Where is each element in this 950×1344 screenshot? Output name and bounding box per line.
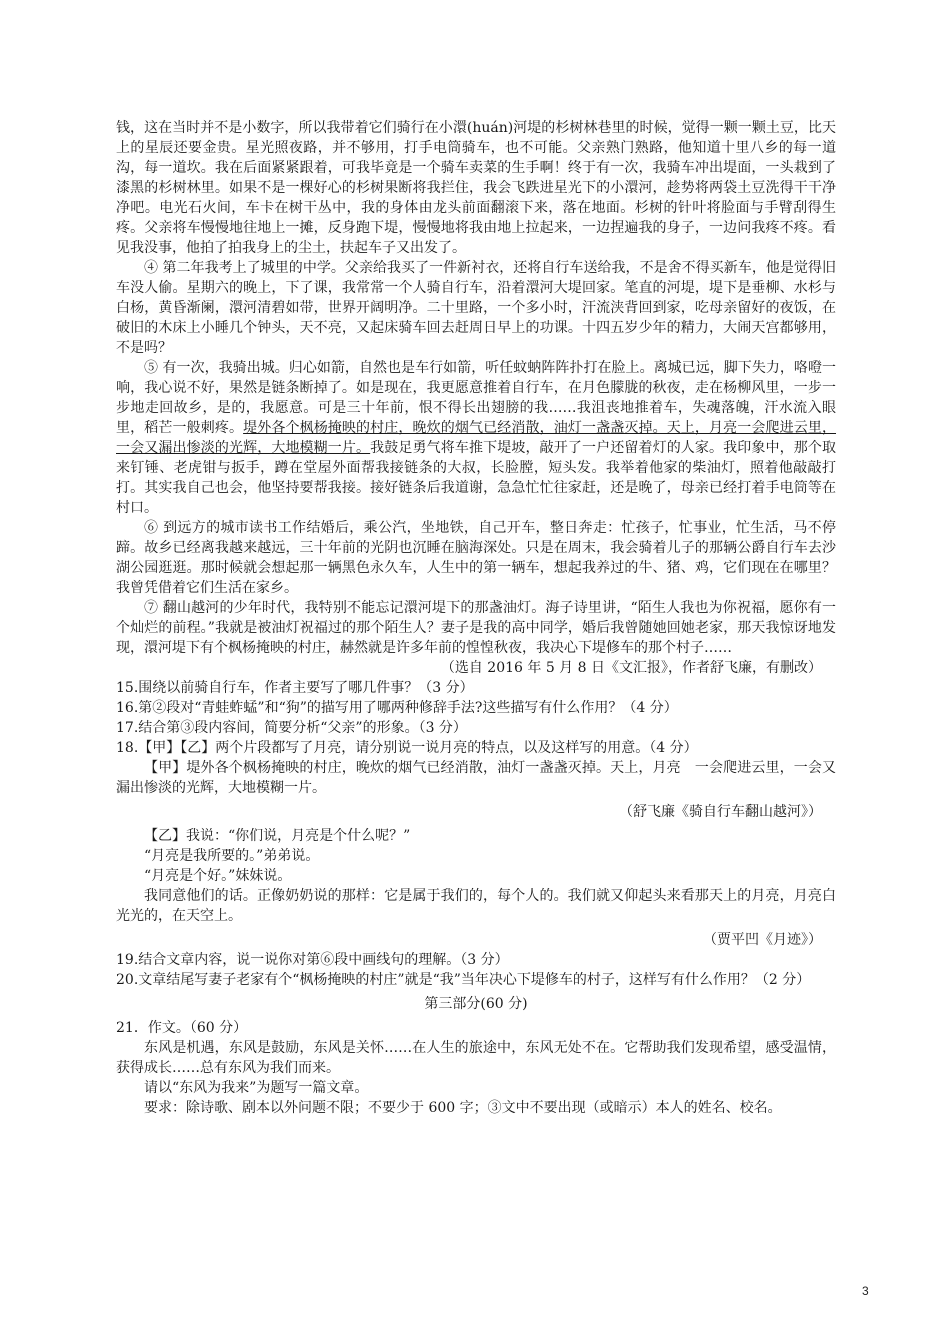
page-number: 3 <box>862 1284 869 1298</box>
paragraph-7: ⑦ 翻山越河的少年时代，我特别不能忘记澴河堤下的那盏油灯。海子诗里讲，“陌生人我也为你祝福，愿你有一个灿烂的前程。”我就是被油灯祝福过的那个陌生人？妻子是我的高中同学，婚后我曾随她回她老家，那天我惊讶地发现，澴河堤下有个枫杨掩映的村庄，赫然就是许多年前的惶惶秋夜，我决心下堤修车的那个村子…… <box>116 600 836 656</box>
question-18-excerpt-jia: 【甲】堤外各个枫杨掩映的村庄，晚炊的烟气已经消散，油灯一盏盏灭掉。天上，月亮 一会爬进云里，一会又漏出惨淡的光辉，大地模糊一片。 <box>116 760 836 796</box>
question-21: 21．作文。（60 分） <box>116 1020 248 1036</box>
question-15: 15.围绕以前骑自行车，作者主要写了哪几件事？（3 分） <box>116 680 474 696</box>
paragraph-6: ⑥ 到远方的城市读书工作结婚后，乘公汽，坐地铁，自己开车，整日奔走：忙孩子，忙事业，忙生活，马不停蹄。故乡已经离我越来越远，三十年前的光阴也沉睡在脑海深处。只是在周末，我会骑着儿子的那辆公爵自行车去沙湖公园逛逛。那时候就会想起那一辆黑色永久车，人生中的第一辆车，想起我养过的牛、猪、鸡，它们现在在哪里？我曾凭借着它们生活在家乡。 <box>116 520 836 596</box>
paragraph-5-after: 我鼓足勇气将车推下堤坡，敲开了一户还留着灯的人家。我印象中，那个取来钉锤、老虎钳与扳手，蹲在堂屋外面帮我接链条的大叔，长脸膛，短头发。我举着他家的柴油灯，照着他敲敲打打。其实我自己也会，他坚持要帮我接。接好链条后我道谢，急急忙忙往家赶，还是晚了，母亲已经打着手电筒等在村口。 <box>116 440 837 516</box>
question-18-excerpt-yi-line4: 我同意他们的话。正像奶奶说的那样：它是属于我们的，每个人的。我们就又仰起头来看那天上的月亮，月亮白光光的，在天空上。 <box>116 888 836 924</box>
paragraph-5 <box>116 358 836 518</box>
document-page <box>116 118 836 1118</box>
underlined-sentence: 堤外各个枫杨掩映的村庄，晚炊的烟气已经消散，油灯一盏盏灭掉。天上，月亮一会爬进云里，一会又漏出惨淡的光辉，大地模糊一片。 <box>116 420 837 456</box>
question-18-excerpt-yi-line3: “月亮是个好。”妹妹说。 <box>144 868 292 884</box>
essay-requirements: 要求：除诗歌、剧本以外问题不限；不要少于 600 字；③文中不要出现（或暗示）本人的姓名、校名。 <box>144 1100 782 1116</box>
question-18-yi-source: （贾平凹《月迹》） <box>703 932 822 948</box>
question-17: 17.结合第③段内容间，简要分析“父亲”的形象。（3 分） <box>116 720 467 736</box>
essay-prompt: 东风是机遇，东风是鼓励，东风是关怀……在人生的旅途中，东风无处不在。它帮助我们发现希望，感受温情，获得成长……总有东风为我们而来。 <box>116 1040 836 1076</box>
question-20: 20.文章结尾写妻子老家有个“枫杨掩映的村庄”就是“我”当年决心下堤修车的村子，这样写有什么作用？（2 分） <box>116 972 811 988</box>
question-18-excerpt-yi-line1: 【乙】我说：“你们说，月亮是个什么呢？” <box>144 828 411 844</box>
passage-source: （选自 2016 年 5 月 8 日《文汇报》，作者舒飞廉，有删改） <box>440 660 822 676</box>
question-16: 16.第②段对“青蛙蚱蜢”和“狗”的描写用了哪两种修辞手法?这些描写有什么作用？（4 分） <box>116 700 678 716</box>
paragraph-4: ④ 第二年我考上了城里的中学。父亲给我买了一件新衬衣，还将自行车送给我，不是舍不得买新车，他是觉得旧车没人偷。星期六的晚上，下了课，我常常一个人骑自行车，沿着澴河大堤回家。笔直的河堤，堤下是垂柳、水杉与白杨，黄昏渐阑，澴河清碧如带，世界开阔明净。二十里路，一个多小时，汗流浃背回到家，吃母亲留好的夜饭，在破旧的木床上小睡几个钟头，天不亮，又起床骑车回去赶周日早上的功课。十四五岁少年的精力，大闹天宫都够用，不是吗？ <box>116 260 836 356</box>
question-18: 18.【甲】【乙】两个片段都写了月亮，请分别说一说月亮的特点，以及这样写的用意。（4 分） <box>116 740 698 756</box>
paragraph-3-continued: 钱，这在当时并不是小数字，所以我带着它们骑行在小澴(huán)河堤的杉树林巷里的时候，觉得一颗一颗土豆，比天上的星辰还要金贵。星光照夜路，并不够用，打手电筒骑车，也不可能。父亲熟门熟路，他知道十里八乡的每一道沟，每一道坎。我在后面紧紧跟着，可我毕竟是一个骑车卖菜的生手啊！终于有一次，我骑车冲出堤面，一头栽到了漆黑的杉树林里。如果不是一棵好心的杉树果断将我拦住，我会飞跌进星光下的小澴河，趁势将两袋土豆洗得干干净净吧。电光石火间，车卡在树干丛中，我的身体由龙头前面翻滚下来，落在地面。杉树的针叶将脸面与手臂刮得生疼。父亲将车慢慢地往地上一摊，反身跑下堤，慢慢地将我由地上拉起来，一边捏遍我的身子，一边问我疼不疼。看见我没事，他拍了拍我身上的尘土，扶起车子又出发了。 <box>116 120 836 256</box>
question-19: 19.结合文章内容，说一说你对第⑥段中画线句的理解。（3 分） <box>116 952 509 968</box>
question-18-jia-source: （舒飞廉《骑自行车翻山越河》） <box>619 804 822 820</box>
essay-task: 请以“东风为我来”为题写一篇文章。 <box>144 1080 369 1096</box>
part-3-heading: 第三部分(60 分) <box>424 996 528 1012</box>
paragraph-5-before: ⑤ 有一次，我骑出城。归心如箭，自然也是车行如箭，听任蚊蚋阵阵扑打在脸上。离城已远，脚下失力，咯噔一响，我心说不好，果然是链条断掉了。如是现在，我更愿意推着自行车，在月色朦胧的秋夜，走在杨柳风里，一步一步地走回故乡，是的，我愿意。可是三十年前，恨不得长出翅膀的我……我沮丧地推着车，失魂落魄，汗水流入眼里，稻芒一般刺疼。 <box>116 360 836 436</box>
question-18-excerpt-yi-line2: “月亮是我所要的。”弟弟说。 <box>144 848 320 864</box>
